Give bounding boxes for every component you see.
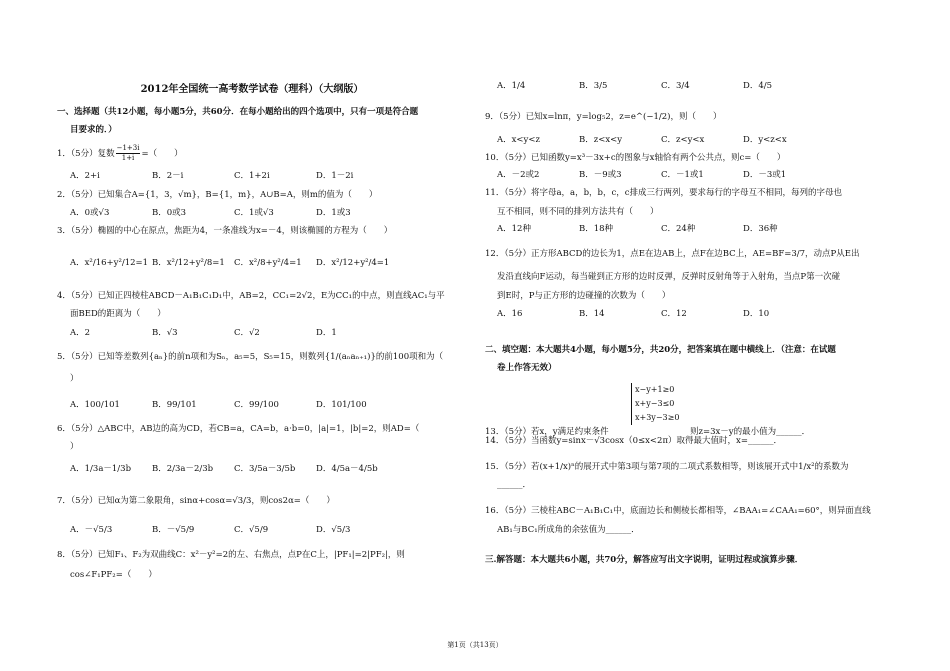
question-12-options (497, 306, 825, 322)
section-answer-heading: 三.解答题：本大题共6小题，共70分，解答应写出文字说明，证明过程或演算步骤． (485, 555, 804, 565)
question-13-pre: 13．（5分）若x，y满足约束条件 (485, 427, 609, 437)
option-b: B．－9或3 (579, 170, 622, 180)
option-d: D．4/5a－4/5b (316, 464, 378, 474)
question-4-options (70, 325, 398, 341)
option-a: A．2+i (70, 171, 100, 181)
question-12-stem-3: 到E时，P与正方形的边碰撞的次数为（ ） (497, 291, 671, 301)
option-a: A．2 (70, 328, 91, 338)
question-15-stem-2: ______． (497, 480, 532, 490)
option-d: D．1 (316, 328, 337, 338)
option-a: A．－√5/3 (70, 525, 113, 535)
option-a: A．x²/16+y²/12=1 (70, 258, 149, 268)
option-c: C．12 (661, 309, 687, 319)
option-d: D．36种 (743, 224, 778, 234)
option-a: A．1/3a－1/3b (70, 464, 132, 474)
option-c: C．99/100 (234, 400, 279, 410)
option-d: D．√5/3 (316, 525, 351, 535)
option-b: B．x²/12+y²/8=1 (152, 258, 225, 268)
question-11-options (497, 221, 825, 237)
question-4-stem: 4．（5分）已知正四棱柱ABCD－A₁B₁C₁D₁中，AB=2，CC₁=2√2，E为CC₁的中点，则直线AC₁与平 (57, 291, 445, 301)
option-b: B．14 (579, 309, 605, 319)
question-6-stem: 6．（5分）△ABC中，AB边的高为CD，若CB=a，CA=b，a·b=0，|a|=1，|b|=2，则AD=（ (57, 424, 420, 434)
option-d: D．10 (743, 309, 770, 319)
question-12-stem-2: 发沿直线向F运动，每当碰到正方形的边时反弹，反弹时反射角等于入射角，当点P第一次碰 (497, 272, 841, 282)
constraint-1: x−y+1≥0 (635, 385, 675, 394)
option-a: A．－2或2 (497, 170, 540, 180)
question-12-stem: 12．（5分）正方形ABCD的边长为1，点E在边AB上，点F在边BC上，AE=BF=3/7，动点P从E出 (485, 249, 860, 259)
constraint-3: x+3y−3≥0 (635, 413, 680, 422)
question-10-stem: 10．（5分）已知函数y=x³－3x+c的图象与x轴恰有两个公共点，则c=（ ） (485, 153, 786, 163)
option-a: A．12种 (497, 224, 531, 234)
option-b: B．2/3a－2/3b (152, 464, 214, 474)
question-7-options (70, 522, 398, 538)
question-1-options (70, 168, 398, 184)
option-c: C．√2 (234, 328, 260, 338)
option-c: C．√5/9 (234, 525, 269, 535)
question-14-stem: 14．（5分）当函数y=sinx－√3cosx（0≤x<2π）取得最大值时，x=______． (485, 436, 782, 446)
question-3-options (70, 255, 398, 271)
question-9-stem: 9．（5分）已知x=lnπ，y=log₅2，z=e^(−1/2)，则（ ） (485, 112, 722, 122)
question-3-stem: 3．（5分）椭圆的中心在原点，焦距为4，一条准线为x=－4，则该椭圆的方程为（ ） (57, 226, 393, 236)
option-c: C．1或√3 (234, 208, 274, 218)
question-2-options (70, 205, 398, 221)
option-d: D．－3或1 (743, 170, 787, 180)
question-8-options (497, 78, 825, 94)
question-5-stem-2: ） (70, 374, 79, 384)
option-a: A．0或√3 (70, 208, 110, 218)
question-1-stem: 1．（5分）复数 (57, 149, 115, 159)
question-8-stem: 8．（5分）已知F₁、F₂为双曲线C：x²－y²=2的左、右焦点，点P在C上，|PF₁|=2|PF₂|，则 (57, 550, 405, 560)
section-choice-heading-1: 一、选择题（共12小题，每小题5分，共60分．在每小题给出的四个选项中，只有一项是符合题 (57, 107, 419, 117)
option-c: C．z<y<x (661, 135, 705, 145)
option-a: A．x<y<z (497, 135, 540, 145)
option-b: B．2－i (152, 171, 184, 181)
option-c: C．24种 (661, 224, 696, 234)
page-footer: 第1页（共13页） (447, 641, 503, 649)
option-d: D．1－2i (316, 171, 354, 181)
section-choice-heading-2: 目要求的．） (70, 125, 117, 135)
constraint-system (631, 383, 679, 425)
section-fill-heading-2: 卷上作答无效） (497, 363, 557, 373)
question-6-stem-2: ） (70, 442, 79, 452)
question-16-stem: 16．（5分）三棱柱ABC－A₁B₁C₁中，底面边长和侧棱长都相等，∠BAA₁=∠CAA₁=60°，则异面直线 (485, 506, 871, 516)
option-d: D．y<z<x (743, 135, 787, 145)
question-16-stem-2: AB₁与BC₁所成角的余弦值为______． (497, 525, 640, 535)
question-11-stem: 11．（5分）将字母a，a，b，b，c，c排成三行两列，要求每行的字母互不相同，每列的字母也 (485, 188, 843, 198)
option-b: B．3/5 (579, 81, 608, 91)
question-5-options (70, 397, 398, 413)
question-10-options (497, 167, 825, 183)
question-1-fraction: $\frac{-1+3i}{1+i}$ (116, 144, 140, 162)
option-a: A．100/101 (70, 400, 120, 410)
option-b: B．－√5/9 (152, 525, 195, 535)
option-d: D．4/5 (743, 81, 772, 91)
section-fill-heading-1: 二、填空题：本大题共4小题，每小题5分，共20分，把答案填在题中横线上．（注意：在试题 (485, 345, 836, 355)
question-1-tail: =（ ） (141, 149, 183, 159)
option-d: D．1或3 (316, 208, 351, 218)
question-2-stem: 2．（5分）已知集合A={1，3，√m}，B={1，m}，A∪B=A，则m的值为（ ） (57, 190, 378, 200)
question-11-stem-2: 互不相同，则不同的排列方法共有（ ） (497, 207, 659, 217)
option-b: B．√3 (152, 328, 178, 338)
question-1 (57, 144, 183, 163)
paper-title: 2012年全国统一高考数学试卷（理科）（大纲版） (140, 84, 364, 95)
option-c: C．1+2i (234, 171, 270, 181)
question-4-stem-2: 面BED的距离为（ ） (70, 309, 166, 319)
constraint-2: x+y−3≤0 (635, 399, 675, 408)
option-a: A．1/4 (497, 81, 526, 91)
option-d: D．x²/12+y²/4=1 (316, 258, 390, 268)
option-c: C．3/5a－3/5b (234, 464, 296, 474)
option-b: B．0或3 (152, 208, 187, 218)
option-b: B．99/101 (152, 400, 197, 410)
question-5-stem: 5．（5分）已知等差数列{aₙ}的前n项和为Sₙ，a₅=5，S₅=15，则数列{1/(aₙaₙ₊₁)}的前100项和为（ (57, 352, 444, 362)
question-13-post: 则z=3x－y的最小值为______． (690, 427, 811, 437)
option-a: A．16 (497, 309, 523, 319)
question-15-stem: 15．（5分）若(x+1/x)ⁿ的展开式中第3项与第7项的二项式系数相等，则该展开式中1/x²的系数为 (485, 462, 849, 472)
option-c: C．x²/8+y²/4=1 (234, 258, 302, 268)
option-c: C．3/4 (661, 81, 690, 91)
question-9-options (497, 132, 825, 148)
question-8-stem-2: cos∠F₁PF₂=（ ） (70, 570, 157, 580)
question-7-stem: 7．（5分）已知α为第二象限角，sinα+cosα=√3/3，则cos2α=（ ） (57, 496, 335, 506)
option-b: B．z<x<y (579, 135, 623, 145)
question-6-options (70, 461, 398, 477)
option-c: C．－1或1 (661, 170, 704, 180)
option-b: B．18种 (579, 224, 614, 234)
option-d: D．101/100 (316, 400, 367, 410)
